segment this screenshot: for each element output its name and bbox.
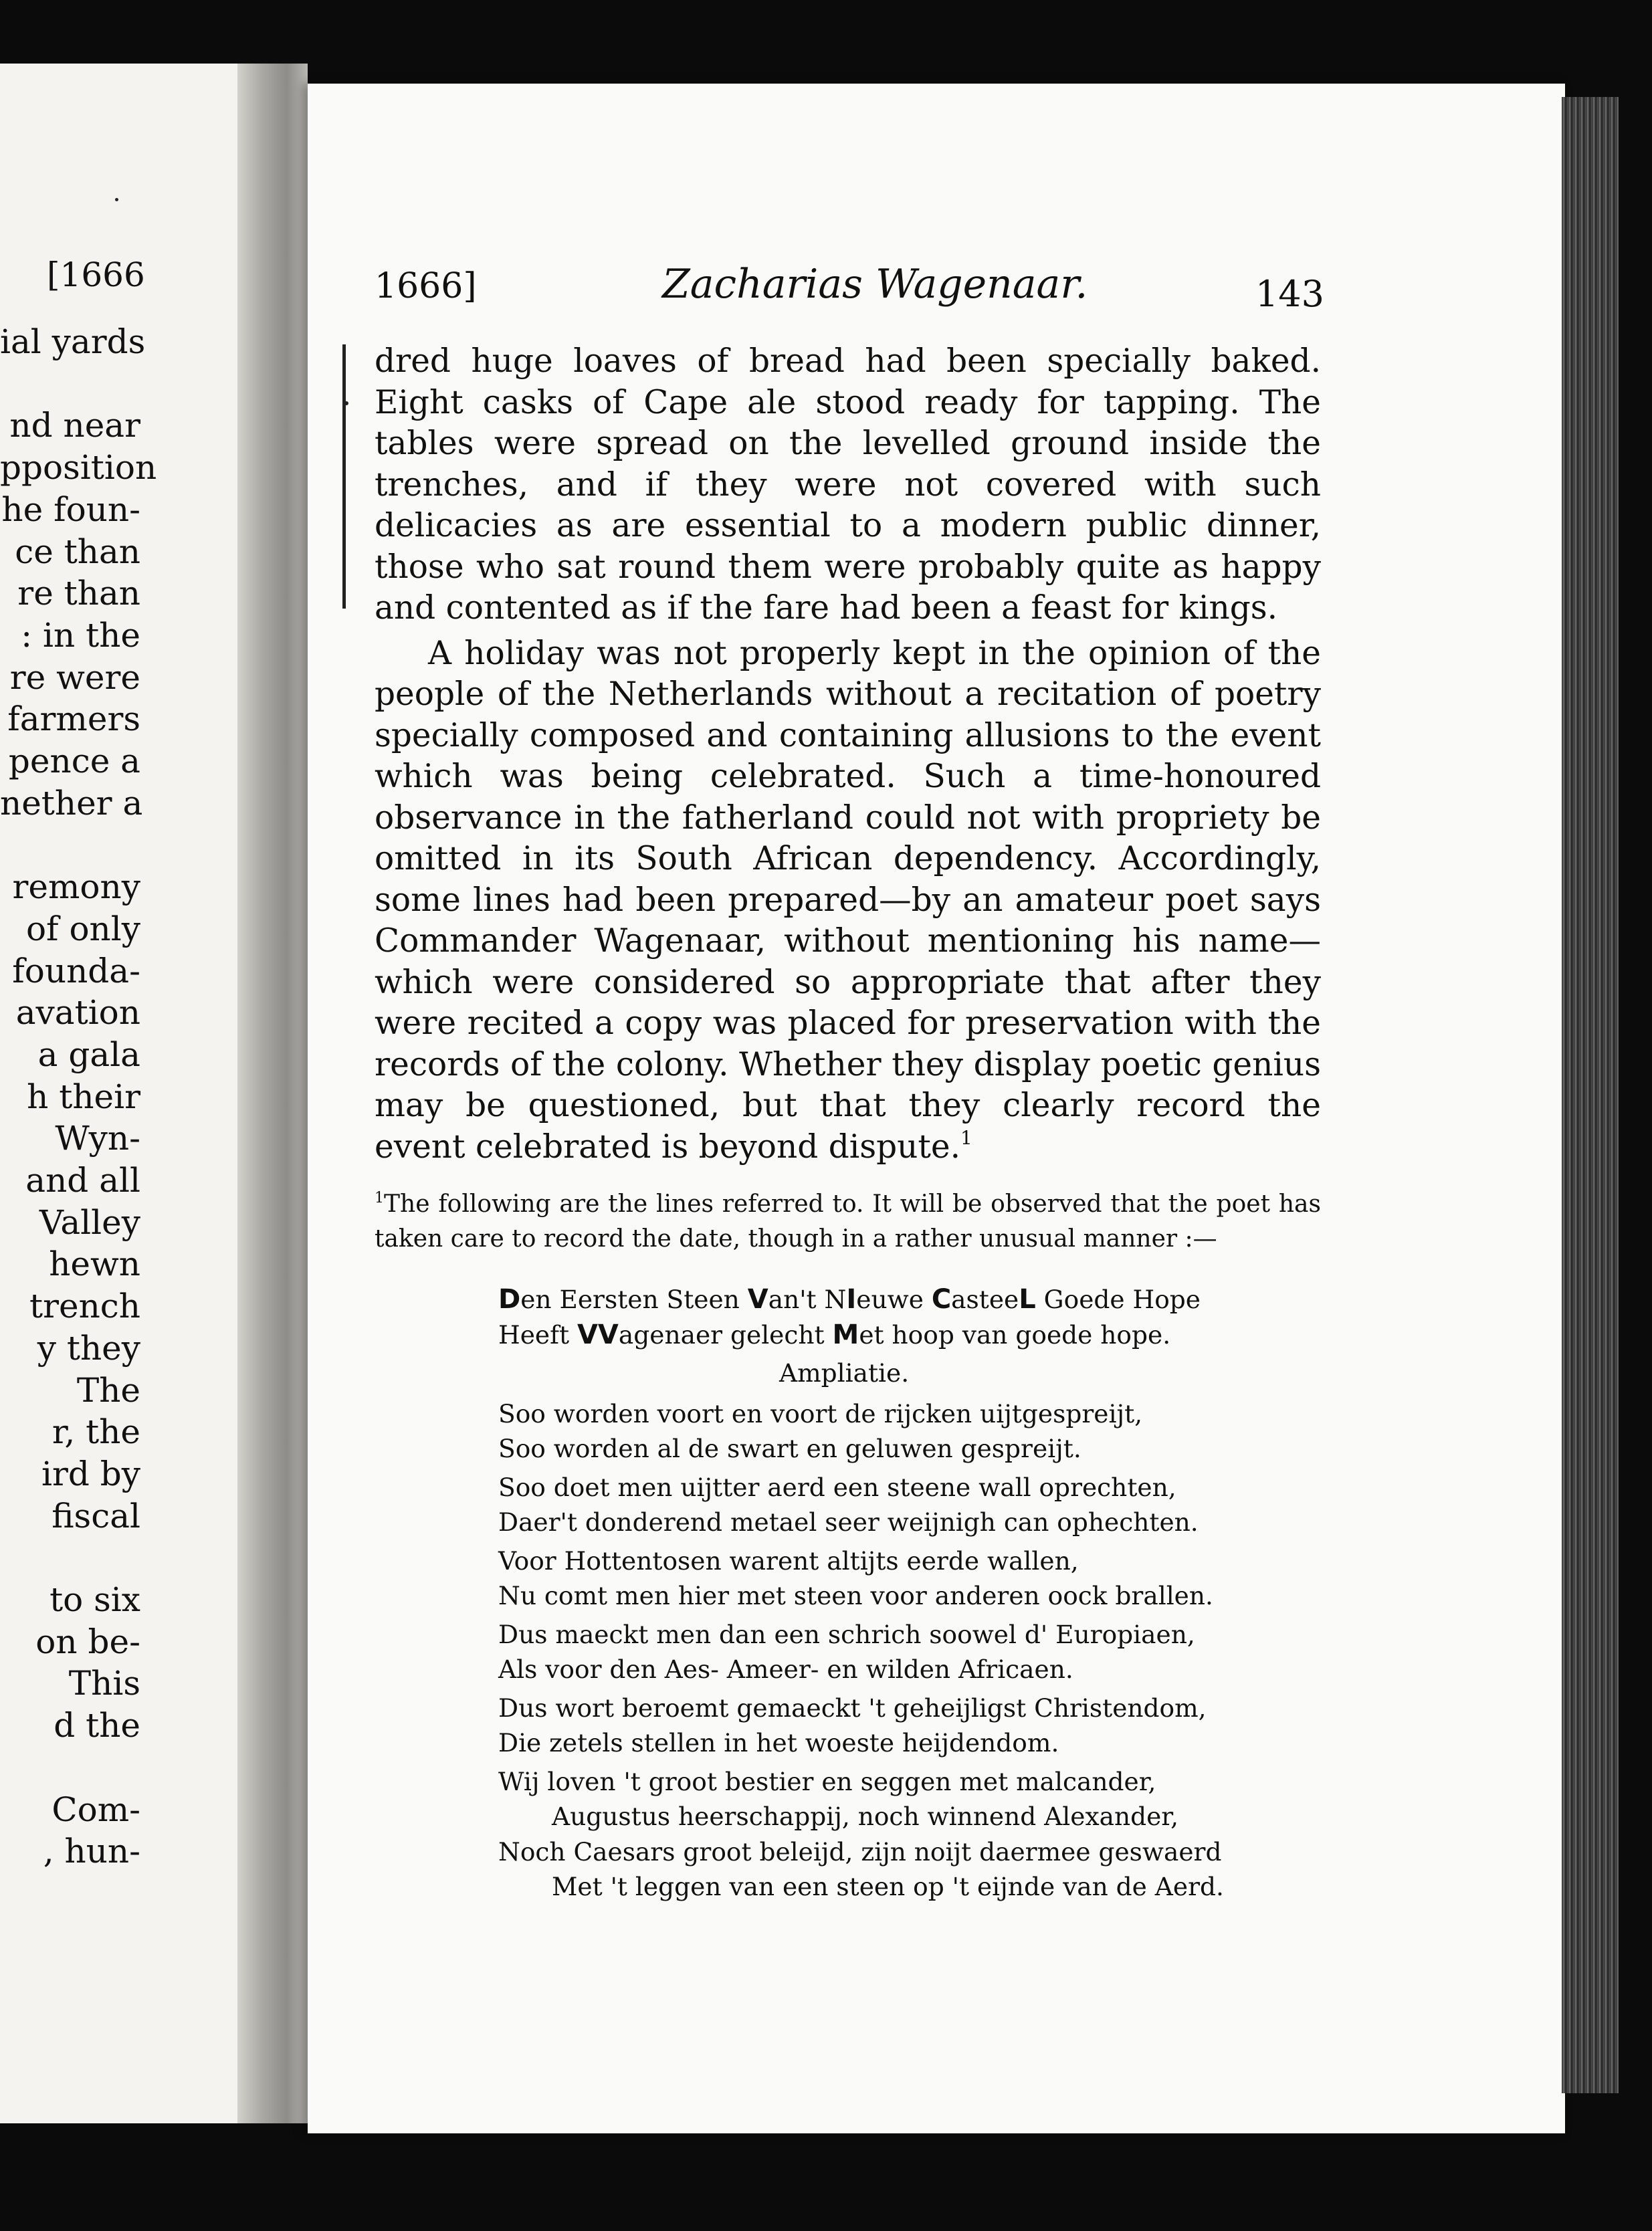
running-head <box>375 261 1324 315</box>
poem-line: Nu comt men hier met steen voor anderen oock brallen. <box>498 1581 1213 1610</box>
left-page-line: fiscal <box>51 1496 140 1535</box>
poem-couplet <box>498 1691 1334 1761</box>
left-page-line: Valley <box>39 1202 140 1242</box>
left-page-line: he foun- <box>1 490 140 529</box>
left-page-line: hewn <box>49 1245 140 1284</box>
left-page-line: re were <box>9 657 140 697</box>
left-page-line: nether a <box>0 783 143 823</box>
left-page-line: pposition <box>0 448 157 488</box>
footnote-text: The following are the lines referred to. It will be observed that the poet has taken care to record the date, though in a rather unusual manner :— <box>375 1190 1321 1253</box>
left-page-line: pence a <box>8 742 140 780</box>
poem-line: Die zetels stellen in het woeste heijdendom. <box>498 1728 1059 1758</box>
footnote-reference: 1 <box>960 1126 972 1149</box>
poem-couplet <box>498 1470 1334 1540</box>
left-page-line: r, the <box>51 1412 140 1452</box>
poem-line: Soo worden voort en voort de rijcken uijtgespreijt, <box>498 1398 1143 1428</box>
poem-couplets <box>498 1396 1334 1761</box>
page-number: 143 <box>1255 273 1324 315</box>
poem-line: Voor Hottentosen warent altijts eerde wallen, <box>498 1546 1079 1576</box>
margin-dot <box>344 401 348 405</box>
poem-line: Als voor den Aes- Ameer- en wilden Africaen. <box>498 1655 1073 1684</box>
poem-line: Noch Caesars groot beleijd, zijn noijt daermee geswaerd <box>498 1836 1222 1867</box>
book-gutter <box>237 64 308 2123</box>
body-text <box>375 341 1321 1168</box>
poem-line: Augustus heerschappij, noch winnend Alexander, <box>552 1802 1179 1831</box>
chronogram-capital: V <box>747 1284 768 1315</box>
paragraph-text: A holiday was not properly kept in the opinion of the people of the Netherlands without a recitation of poetry specially composed and containing allusions to the event which was being celebrated. Such a time-honoured observance in the fatherland could not with propriety be omitted in its South African dependency. Accordingly, some lines had been prepared—by an amateur poet says Commander Wagenaar, without mentioning his name—which were considered so appropriate that after they were recited a copy was placed for preservation with the records of the colony. Whether they display poetic genius may be questioned, but that they clearly record the event celebrated is beyond dispute. <box>375 634 1321 1166</box>
chronogram <box>498 1282 1334 1352</box>
left-page-line: avation <box>15 993 140 1033</box>
left-page-line: Com- <box>51 1790 140 1829</box>
chronogram-text: en Eersten Steen <box>520 1285 748 1314</box>
chronogram-capital: L <box>1019 1284 1036 1315</box>
poem-heading: Ampliatie. <box>779 1358 910 1388</box>
chronogram-line <box>498 1317 1334 1353</box>
left-page-line: a gala <box>37 1035 140 1074</box>
left-page-line: The <box>76 1370 140 1410</box>
chronogram-text: Heeft <box>498 1319 577 1350</box>
chronogram-capital: M <box>832 1319 859 1350</box>
paragraph <box>375 633 1321 1168</box>
footnote <box>375 1187 1321 1257</box>
poem-line: Dus maeckt men dan een schrich soowel d' Europiaen, <box>498 1619 1195 1649</box>
poem-line: Met 't leggen van een steen op 't eijnde van de Aerd. <box>552 1872 1224 1901</box>
left-page-line: re than <box>17 574 140 613</box>
poem-closing <box>498 1764 1334 1905</box>
poem <box>498 1282 1334 1908</box>
poem-line: Soo doet men uijtter aerd een steene wall oprechten, <box>498 1472 1176 1502</box>
chronogram-text: astee <box>951 1285 1019 1314</box>
left-page-speck <box>115 198 118 201</box>
left-page-line: remony <box>12 867 140 907</box>
left-page-line: and all <box>25 1161 140 1200</box>
left-page-line: on be- <box>35 1622 140 1661</box>
left-page-line: ce than <box>15 532 140 571</box>
footnote-marker: 1 <box>375 1190 384 1206</box>
poem-line: Soo worden al de swart en geluwen gespreijt. <box>498 1434 1081 1463</box>
poem-couplet <box>498 1396 1334 1467</box>
left-page-line: d the <box>54 1706 140 1745</box>
chronogram-line <box>498 1282 1334 1317</box>
poem-line: Wij loven 't groot bestier en seggen met malcander, <box>498 1766 1156 1796</box>
chronogram-capital: C <box>931 1284 952 1315</box>
chronogram-text: agenaer gelecht <box>618 1319 833 1350</box>
left-page-line: This <box>68 1664 140 1703</box>
left-page-line: y they <box>37 1328 140 1368</box>
poem-couplet <box>498 1617 1334 1687</box>
chronogram-text: Goede Hope <box>1035 1285 1201 1314</box>
page-edges <box>1562 97 1619 2093</box>
margin-mark <box>342 344 346 609</box>
chronogram-capital: D <box>498 1284 521 1315</box>
chronogram-text: an't N <box>768 1285 847 1314</box>
left-running-head: [1666 <box>47 255 145 294</box>
left-page-line: , hun- <box>43 1832 140 1871</box>
poem-couplet <box>498 1544 1334 1614</box>
poem-line: Dus wort beroemt gemaeckt 't geheijligst Christendom, <box>498 1693 1207 1723</box>
left-page-line: trench <box>29 1287 140 1326</box>
running-head-year: 1666] <box>375 266 477 306</box>
left-page-line: nd near <box>9 406 140 445</box>
left-page-line: Wyn- <box>55 1119 140 1158</box>
left-page-line: founda- <box>12 951 140 990</box>
poem-line: Daer't donderend metael seer weijnigh can ophechten. <box>498 1507 1199 1537</box>
left-page-line: h their <box>27 1077 140 1116</box>
left-page-line: ial yards <box>0 322 146 361</box>
left-page-line: farmers <box>7 700 140 739</box>
chronogram-capital: VV <box>577 1319 619 1350</box>
chronogram-text: et hoop van goede hope. <box>859 1319 1171 1350</box>
left-page-line: of only <box>25 909 140 948</box>
running-head-title: Zacharias Wagenaar. <box>662 261 1088 308</box>
chronogram-capital: I <box>846 1284 857 1315</box>
left-page-line: : in the <box>21 615 140 655</box>
chronogram-text: euwe <box>856 1285 932 1314</box>
paragraph: dred huge loaves of bread had been specially baked. Eight casks of Cape ale stood ready for tapping. The tables were spread on the levelled ground inside the trenches, and if they were not covered with such delicacies as are essential to a modern public dinner, those who sat round them were probably quite as happy and contented as if the fare had been a feast for kings. <box>375 342 1321 627</box>
left-page-line: ird by <box>41 1454 140 1493</box>
left-page-line: to six <box>49 1580 140 1619</box>
